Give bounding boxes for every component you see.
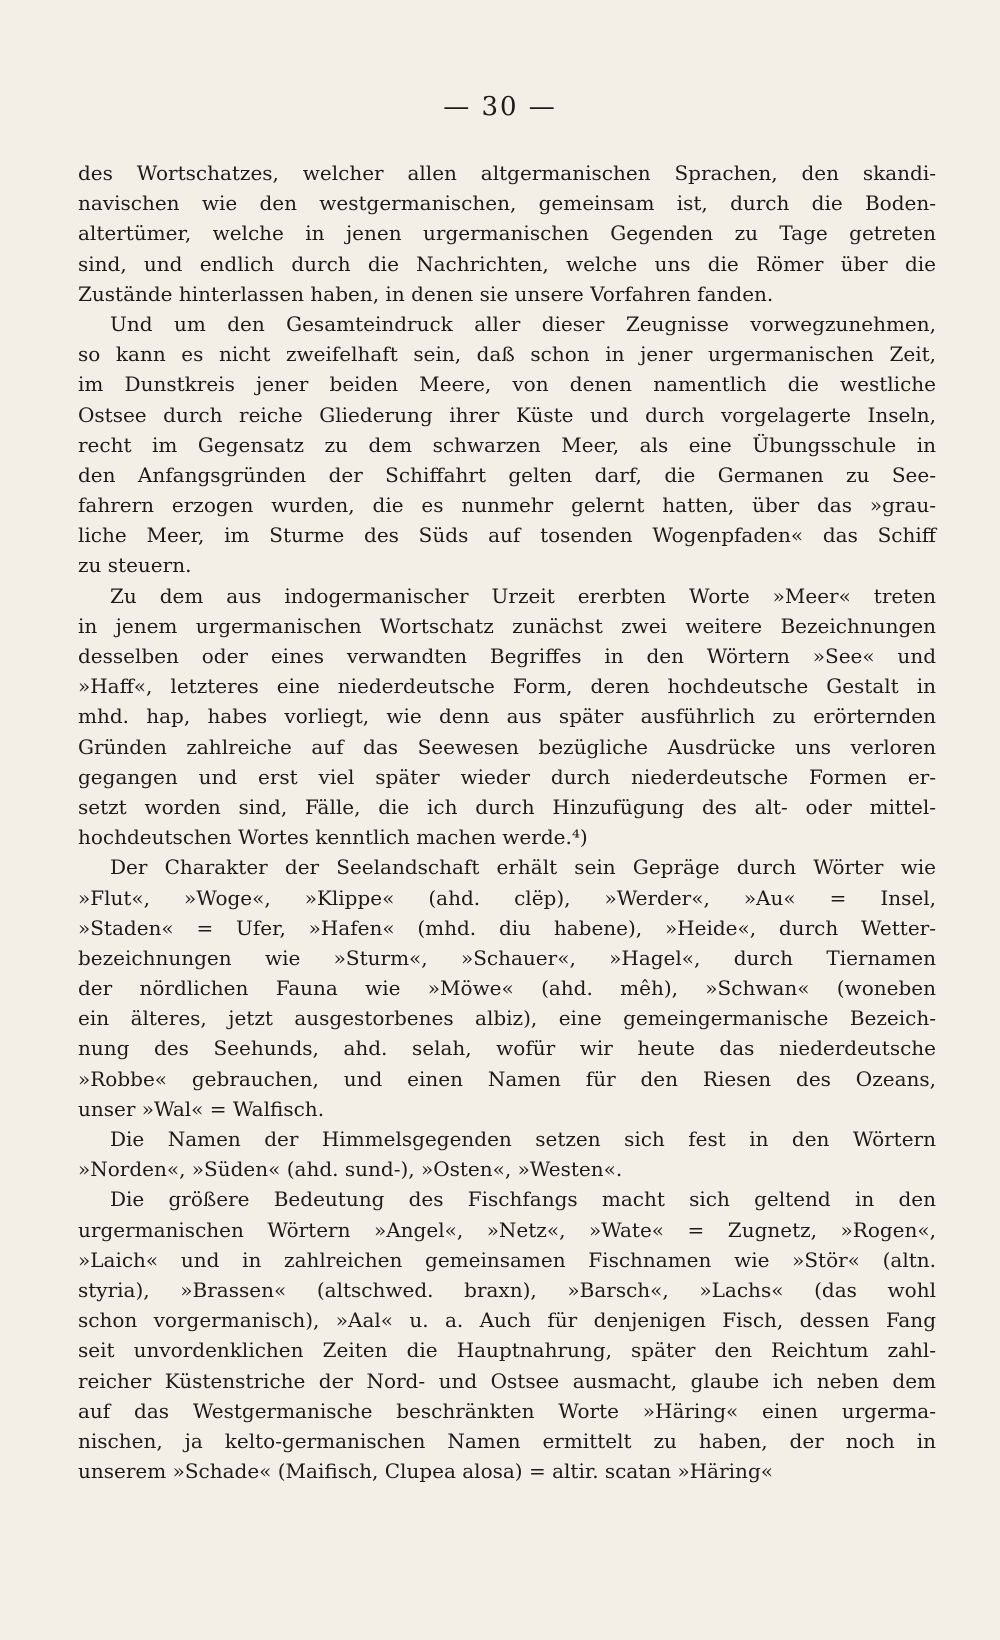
text-line: »Haff«, letzteres eine niederdeutsche Form, deren hochdeutsche Gestalt in <box>78 674 936 699</box>
text-line: »Robbe« gebrauchen, und einen Namen für den Riesen des Ozeans, <box>78 1066 936 1091</box>
text-line: Die größere Bedeutung des Fischfangs macht sich geltend in den <box>110 1187 936 1212</box>
text-line: Zu dem aus indogermanischer Urzeit ererbten Worte »Meer« treten <box>110 583 936 608</box>
text-line: setzt worden sind, Fälle, die ich durch Hinzufügung des alt- oder mittel- <box>78 794 936 819</box>
text-line: nung des Seehunds, ahd. selah, wofür wir heute das niederdeutsche <box>78 1036 936 1061</box>
text-line: reicher Küstenstriche der Nord- und Ostsee ausmacht, glaube ich neben dem <box>78 1368 936 1393</box>
text-line: schon vorgermanisch), »Aal« u. a. Auch für denjenigen Fisch, dessen Fang <box>78 1308 936 1333</box>
text-line: Und um den Gesamteindruck aller dieser Zeugnisse vorwegzunehmen, <box>110 311 936 336</box>
text-line: in jenem urgermanischen Wortschatz zunächst zwei weitere Bezeichnungen <box>78 613 936 638</box>
text-line: hochdeutschen Wortes kenntlich machen werde.⁴) <box>78 825 588 850</box>
text-line: der nördlichen Fauna wie »Möwe« (ahd. mêh), »Schwan« (woneben <box>78 976 936 1001</box>
text-line: liche Meer, im Sturme des Süds auf tosenden Wogenpfaden« das Schiff <box>78 523 936 548</box>
text-line: »Laich« und in zahlreichen gemeinsamen Fischnamen wie »Stör« (altn. <box>78 1247 936 1272</box>
text-line: mhd. hap, habes vorliegt, wie denn aus später ausführlich zu erörternden <box>78 704 936 729</box>
text-line: Die Namen der Himmelsgegenden setzen sich fest in den Wörtern <box>110 1127 936 1151</box>
text-line: Zustände hinterlassen haben, in denen sie unsere Vorfahren fanden. <box>78 281 774 306</box>
text-line: im Dunstkreis jener beiden Meere, von denen namentlich die westliche <box>78 372 936 397</box>
text-line: den Anfangsgründen der Schiffahrt gelten darf, die Germanen zu See- <box>78 462 936 487</box>
text-line: so kann es nicht zweifelhaft sein, daß schon in jener urgermanischen Zeit, <box>78 342 936 367</box>
text-line: navischen wie den westgermanischen, gemeinsam ist, durch die Boden- <box>78 191 936 216</box>
text-line: seit unvordenklichen Zeiten die Hauptnahrung, später den Reichtum zahl- <box>78 1338 936 1363</box>
text-line: bezeichnungen wie »Sturm«, »Schauer«, »Hagel«, durch Tiernamen <box>78 945 936 970</box>
text-line: nischen, ja kelto-germanischen Namen ermittelt zu haben, der noch in <box>78 1428 936 1453</box>
text-line: recht im Gegensatz zu dem schwarzen Meer, als eine Übungsschule in <box>78 432 936 457</box>
text-line: Ostsee durch reiche Gliederung ihrer Küste und durch vorgelagerte Inseln, <box>78 402 936 427</box>
text-line: desselben oder eines verwandten Begriffes in den Wörtern »See« und <box>78 644 936 668</box>
text-line: auf das Westgermanische beschränkten Worte »Häring« einen urgerma- <box>78 1398 936 1423</box>
text-line: altertümer, welche in jenen urgermanischen Gegenden zu Tage getreten <box>78 221 936 246</box>
text-line: urgermanischen Wörtern »Angel«, »Netz«, »Wate« = Zugnetz, »Rogen«, <box>78 1217 936 1242</box>
page-number: — 30 — <box>443 92 557 122</box>
text-line: ein älteres, jetzt ausgestorbenes albiz), eine gemeingermanische Bezeich- <box>78 1006 936 1031</box>
text-line: Gründen zahlreiche auf das Seewesen bezügliche Ausdrücke uns verloren <box>78 734 936 759</box>
text-line: Der Charakter der Seelandschaft erhält sein Gepräge durch Wörter wie <box>110 855 936 880</box>
body-text <box>78 158 936 1486</box>
text-line: gegangen und erst viel später wieder durch niederdeutsche Formen er- <box>78 764 936 789</box>
text-line: »Flut«, »Woge«, »Klippe« (ahd. clëp), »Werder«, »Au« = Insel, <box>78 885 936 910</box>
text-line: zu steuern. <box>78 553 192 578</box>
text-line: fahrern erzogen wurden, die es nunmehr gelernt hatten, über das »grau- <box>78 493 936 518</box>
text-line: des Wortschatzes, welcher allen altgermanischen Sprachen, den skandi- <box>78 161 936 185</box>
text-line: sind, und endlich durch die Nachrichten, welche uns die Römer über die <box>78 251 936 276</box>
text-line: unserem »Schade« (Maifisch, Clupea alosa) = altir. scatan »Häring« <box>78 1459 773 1484</box>
text-line: unser »Wal« = Walfisch. <box>78 1096 325 1121</box>
text-line: styria), »Brassen« (altschwed. braxn), »Barsch«, »Lachs« (das wohl <box>78 1277 936 1302</box>
text-line: »Staden« = Ufer, »Hafen« (mhd. diu habene), »Heide«, durch Wetter- <box>78 915 936 940</box>
text-line: »Norden«, »Süden« (ahd. sund-), »Osten«, »Westen«. <box>78 1157 623 1182</box>
